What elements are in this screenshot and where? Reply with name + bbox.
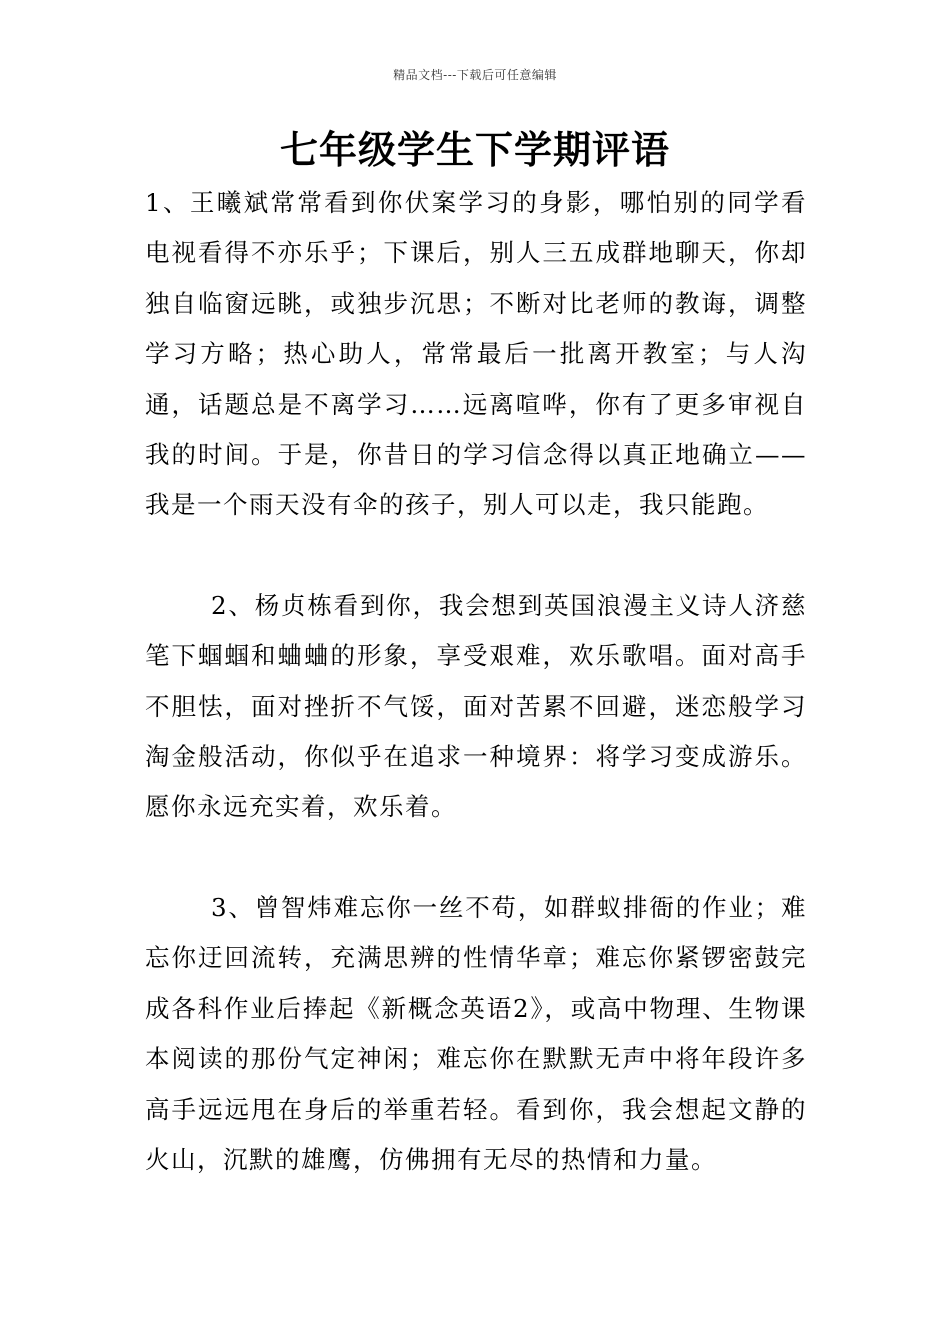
paragraph-spacer: [145, 531, 807, 581]
document-body: [145, 178, 807, 1185]
comment-paragraph-3: 3、曾智炜难忘你一丝不苟，如群蚁排衙的作业；难忘你迂回流转，充满思辨的性情华章；难忘你紧锣密鼓完成各科作业后捧起《新概念英语2》，或高中物理、生物课本阅读的那份气定神闲；难忘你在默默无声中将年段许多高手远远甩在身后的举重若轻。看到你，我会想起文静的火山，沉默的雄鹰，仿佛拥有无尽的热情和力量。: [145, 892, 807, 1174]
comment-paragraph-2: 2、杨贞栋看到你，我会想到英国浪漫主义诗人济慈笔下蝈蝈和蛐蛐的形象，享受艰难，欢乐歌唱。面对高手不胆怯，面对挫折不气馁，面对苦累不回避，迷恋般学习淘金般活动，你似乎在追求一种境界：将学习变成游乐。愿你永远充实着，欢乐着。: [145, 590, 807, 822]
header-note: 精品文档---下载后可任意编辑: [393, 68, 557, 82]
page-title: 七年级学生下学期评语: [279, 128, 670, 172]
paragraph-spacer: [145, 833, 807, 883]
comment-paragraph-1: 1、王曦斌常常看到你伏案学习的身影，哪怕别的同学看电视看得不亦乐乎；下课后，别人三五成群地聊天，你却独自临窗远眺，或独步沉思；不断对比老师的教诲，调整学习方略；热心助人，常常最后一批离开教室；与人沟通，话题总是不离学习……远离喧哗，你有了更多审视自我的时间。于是，你昔日的学习信念得以真正地确立——我是一个雨天没有伞的孩子，别人可以走，我只能跑。: [145, 188, 807, 520]
